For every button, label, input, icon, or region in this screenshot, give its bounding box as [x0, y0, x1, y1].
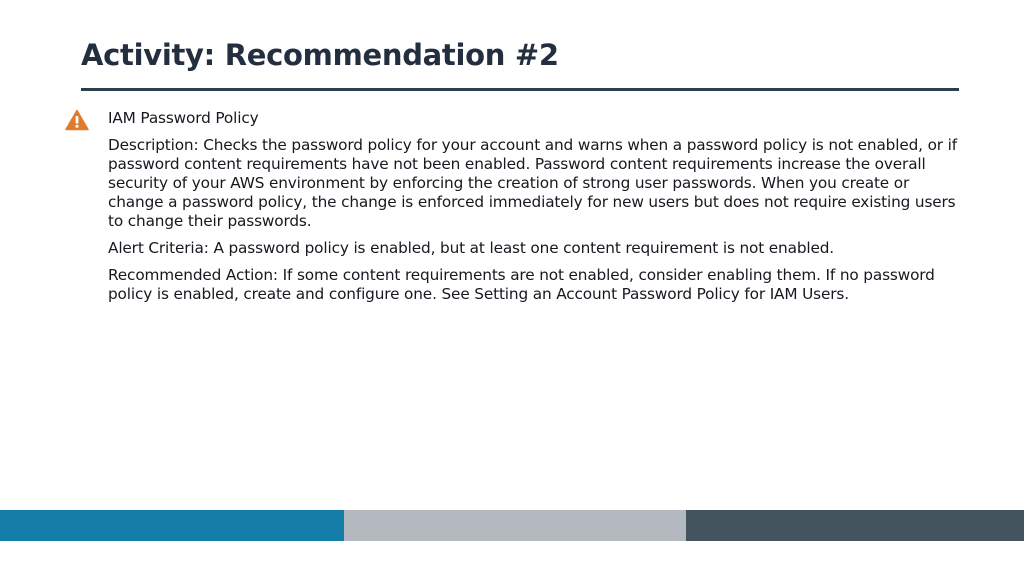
alert-criteria-label: Alert Criteria: [108, 239, 209, 257]
policy-heading: IAM Password Policy [108, 109, 259, 127]
warning-icon [65, 109, 89, 131]
description-text: Checks the password policy for your account and warns when a password policy is not enabled, or if password content requirements have not been enabled. Password content requirements increase the overall security of your AWS environment by enforcing the creation of strong user passwords. When you create or change a password policy, the change is enforced immediately for new users but does not require existing users to change their passwords. [108, 136, 957, 230]
footer-segment-blue [0, 510, 344, 541]
recommended-action-text: If some content requirements are not enabled, consider enabling them. If no password policy is enabled, create and configure one. See Setting an Account Password Policy for IAM Users. [108, 266, 935, 303]
footer-segment-dark [686, 510, 1024, 541]
alert-criteria-paragraph [108, 239, 958, 258]
recommendation-content [108, 109, 958, 312]
description-label: Description: [108, 136, 199, 154]
footer-color-bar [0, 510, 1024, 541]
recommended-action-paragraph [108, 266, 958, 304]
description-paragraph [108, 136, 958, 231]
recommended-action-label: Recommended Action: [108, 266, 278, 284]
slide-title: Activity: Recommendation #2 [81, 38, 559, 72]
alert-criteria-text: A password policy is enabled, but at least one content requirement is not enabled. [208, 239, 835, 257]
title-underline [81, 88, 959, 91]
footer-segment-gray [344, 510, 686, 541]
